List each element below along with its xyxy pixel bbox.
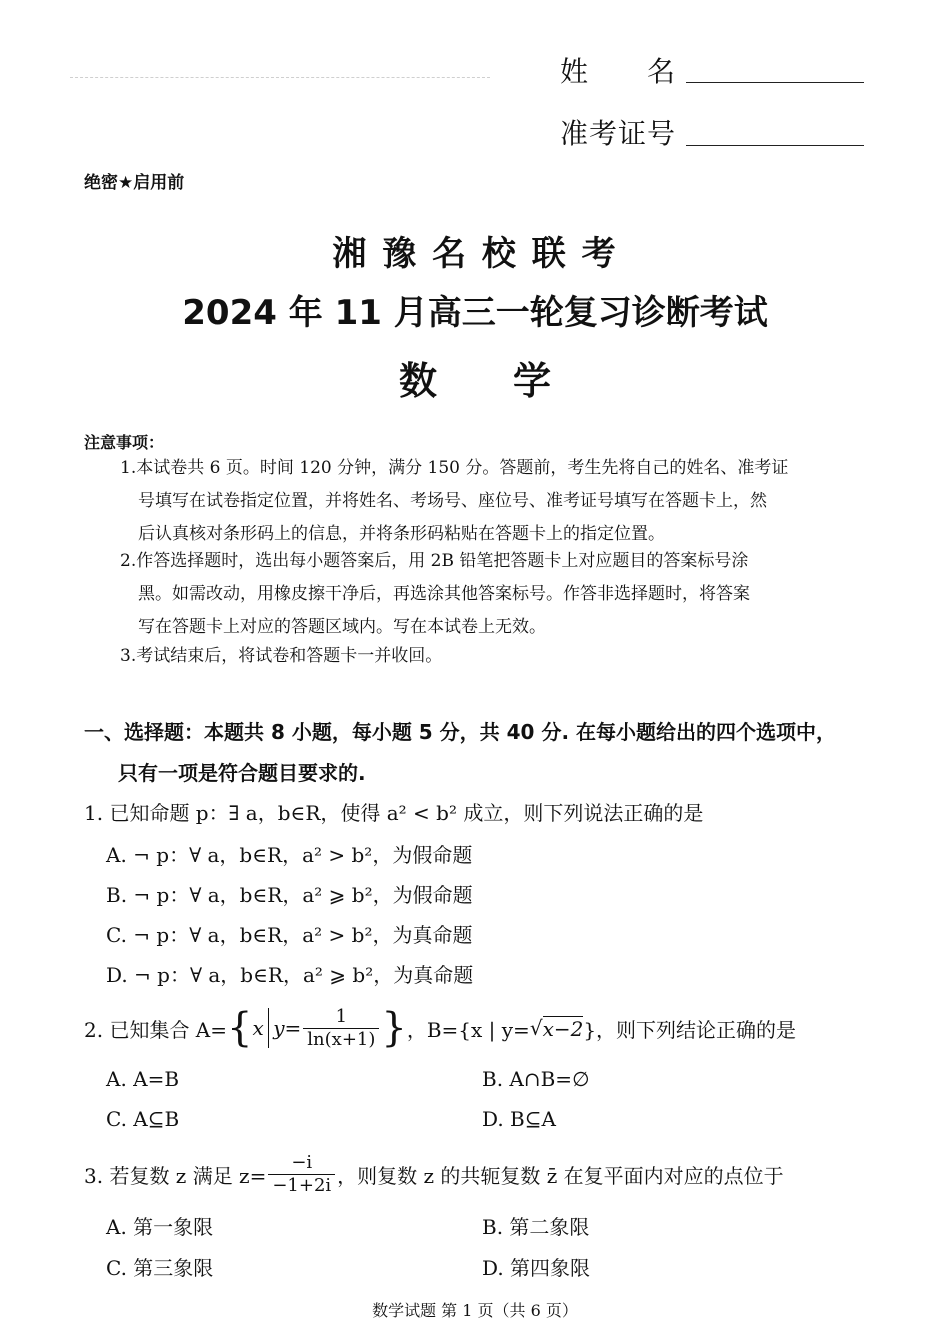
question-2-stem xyxy=(84,1000,796,1056)
q2-option-a[interactable]: A. A=B xyxy=(106,1067,180,1091)
q3-option-d[interactable]: D. 第四象限 xyxy=(482,1256,591,1280)
note-line: 黑。如需改动，用橡皮擦干净后，再选涂其他答案标号。作答非选择题时，将答案 xyxy=(138,584,750,604)
set-variable: x xyxy=(252,1016,264,1040)
note-line: 号填写在试卷指定位置，并将姓名、考场号、座位号、准考证号填写在答题卡上，然 xyxy=(138,491,767,511)
note-line: 本试卷共 6 页。时间 120 分钟，满分 150 分。答题前，考生先将自己的姓名、准考证 xyxy=(136,458,789,478)
q2-middle: ，B={x | y= xyxy=(406,1017,530,1042)
q1-option-a[interactable]: A. ¬ p：∀ a，b∈R，a² > b²，为假命题 xyxy=(106,843,473,867)
sqrt-body: x−2 xyxy=(542,1016,584,1041)
note-num: 2. xyxy=(120,551,137,571)
note-item-3 xyxy=(120,640,870,673)
notes-heading: 注意事项： xyxy=(84,433,165,452)
q1-option-b[interactable]: B. ¬ p：∀ a，b∈R，a² ⩾ b²，为假命题 xyxy=(106,883,473,907)
q2-suffix: }，则下列结论正确的是 xyxy=(583,1017,797,1042)
right-brace: } xyxy=(381,1005,407,1051)
exam-id-blank[interactable] xyxy=(686,145,864,146)
q1-option-c[interactable]: C. ¬ p：∀ a，b∈R，a² > b²，为真命题 xyxy=(106,923,473,947)
note-line: 后认真核对条形码上的信息，并将条形码粘贴在答题卡上的指定位置。 xyxy=(138,524,665,544)
q2-y-eq: y= xyxy=(273,1016,302,1040)
left-brace: { xyxy=(227,1005,253,1051)
page-footer: 数学试题 第 1 页（共 6 页） xyxy=(372,1301,578,1320)
fold-dashed-line xyxy=(70,77,490,78)
q3-option-b[interactable]: B. 第二象限 xyxy=(482,1215,590,1239)
sqrt-sign: √ xyxy=(529,1016,543,1040)
q2-option-b[interactable]: B. A∩B=∅ xyxy=(482,1067,590,1091)
question-1-stem: 1. 已知命题 p：∃ a，b∈R，使得 a² < b² 成立，则下列说法正确的是 xyxy=(84,801,704,825)
set-bar xyxy=(268,1008,270,1048)
q1-option-d[interactable]: D. ¬ p：∀ a，b∈R，a² ⩾ b²，为真命题 xyxy=(106,963,474,987)
exam-title: 2024 年 11 月高三一轮复习诊断考试 xyxy=(182,293,768,333)
q2-option-d[interactable]: D. B⊆A xyxy=(482,1107,556,1131)
confidential-mark: 绝密★启用前 xyxy=(84,173,185,193)
note-line: 写在答题卡上对应的答题区域内。写在本试卷上无效。 xyxy=(138,617,546,637)
q3-suffix: ，则复数 z 的共轭复数 z̄ 在复平面内对应的点位于 xyxy=(337,1163,784,1188)
fraction-numerator: −i xyxy=(291,1151,313,1173)
note-item-1 xyxy=(120,452,870,551)
section-heading: 一、选择题：本题共 8 小题，每小题 5 分，共 40 分. 在每小题给出的四个选项中， xyxy=(84,720,837,744)
q3-option-a[interactable]: A. 第一象限 xyxy=(106,1215,214,1239)
note-num: 3. xyxy=(120,646,137,666)
fraction-denominator: ln(x+1) xyxy=(303,1028,379,1051)
note-line: 考试结束后，将试卷和答题卡一并收回。 xyxy=(136,646,443,666)
fraction-numerator: 1 xyxy=(335,1005,348,1027)
name-blank[interactable] xyxy=(686,82,864,83)
exam-id-label: 准考证号 xyxy=(560,117,677,150)
note-line: 作答选择题时，选出每小题答案后，用 2B 铅笔把答题卡上对应题目的答案标号涂 xyxy=(136,551,749,571)
q2-option-c[interactable]: C. A⊆B xyxy=(106,1107,180,1131)
q3-fraction xyxy=(268,1152,335,1197)
name-label: 姓 名 xyxy=(560,55,677,88)
subject-title: 数 学 xyxy=(398,359,551,403)
q3-prefix: 3. 若复数 z 满足 z= xyxy=(84,1163,267,1188)
section-heading-cont: 只有一项是符合题目要求的. xyxy=(118,761,366,785)
note-item-2 xyxy=(120,545,870,644)
fraction-denominator: −1+2i xyxy=(268,1174,335,1197)
exam-org-title: 湘 豫 名 校 联 考 xyxy=(332,234,618,274)
q2-prefix: 2. 已知集合 A= xyxy=(84,1017,227,1042)
question-3-stem xyxy=(84,1148,784,1200)
note-num: 1. xyxy=(120,458,137,478)
q3-option-c[interactable]: C. 第三象限 xyxy=(106,1256,214,1280)
q2-fraction xyxy=(303,1006,379,1051)
